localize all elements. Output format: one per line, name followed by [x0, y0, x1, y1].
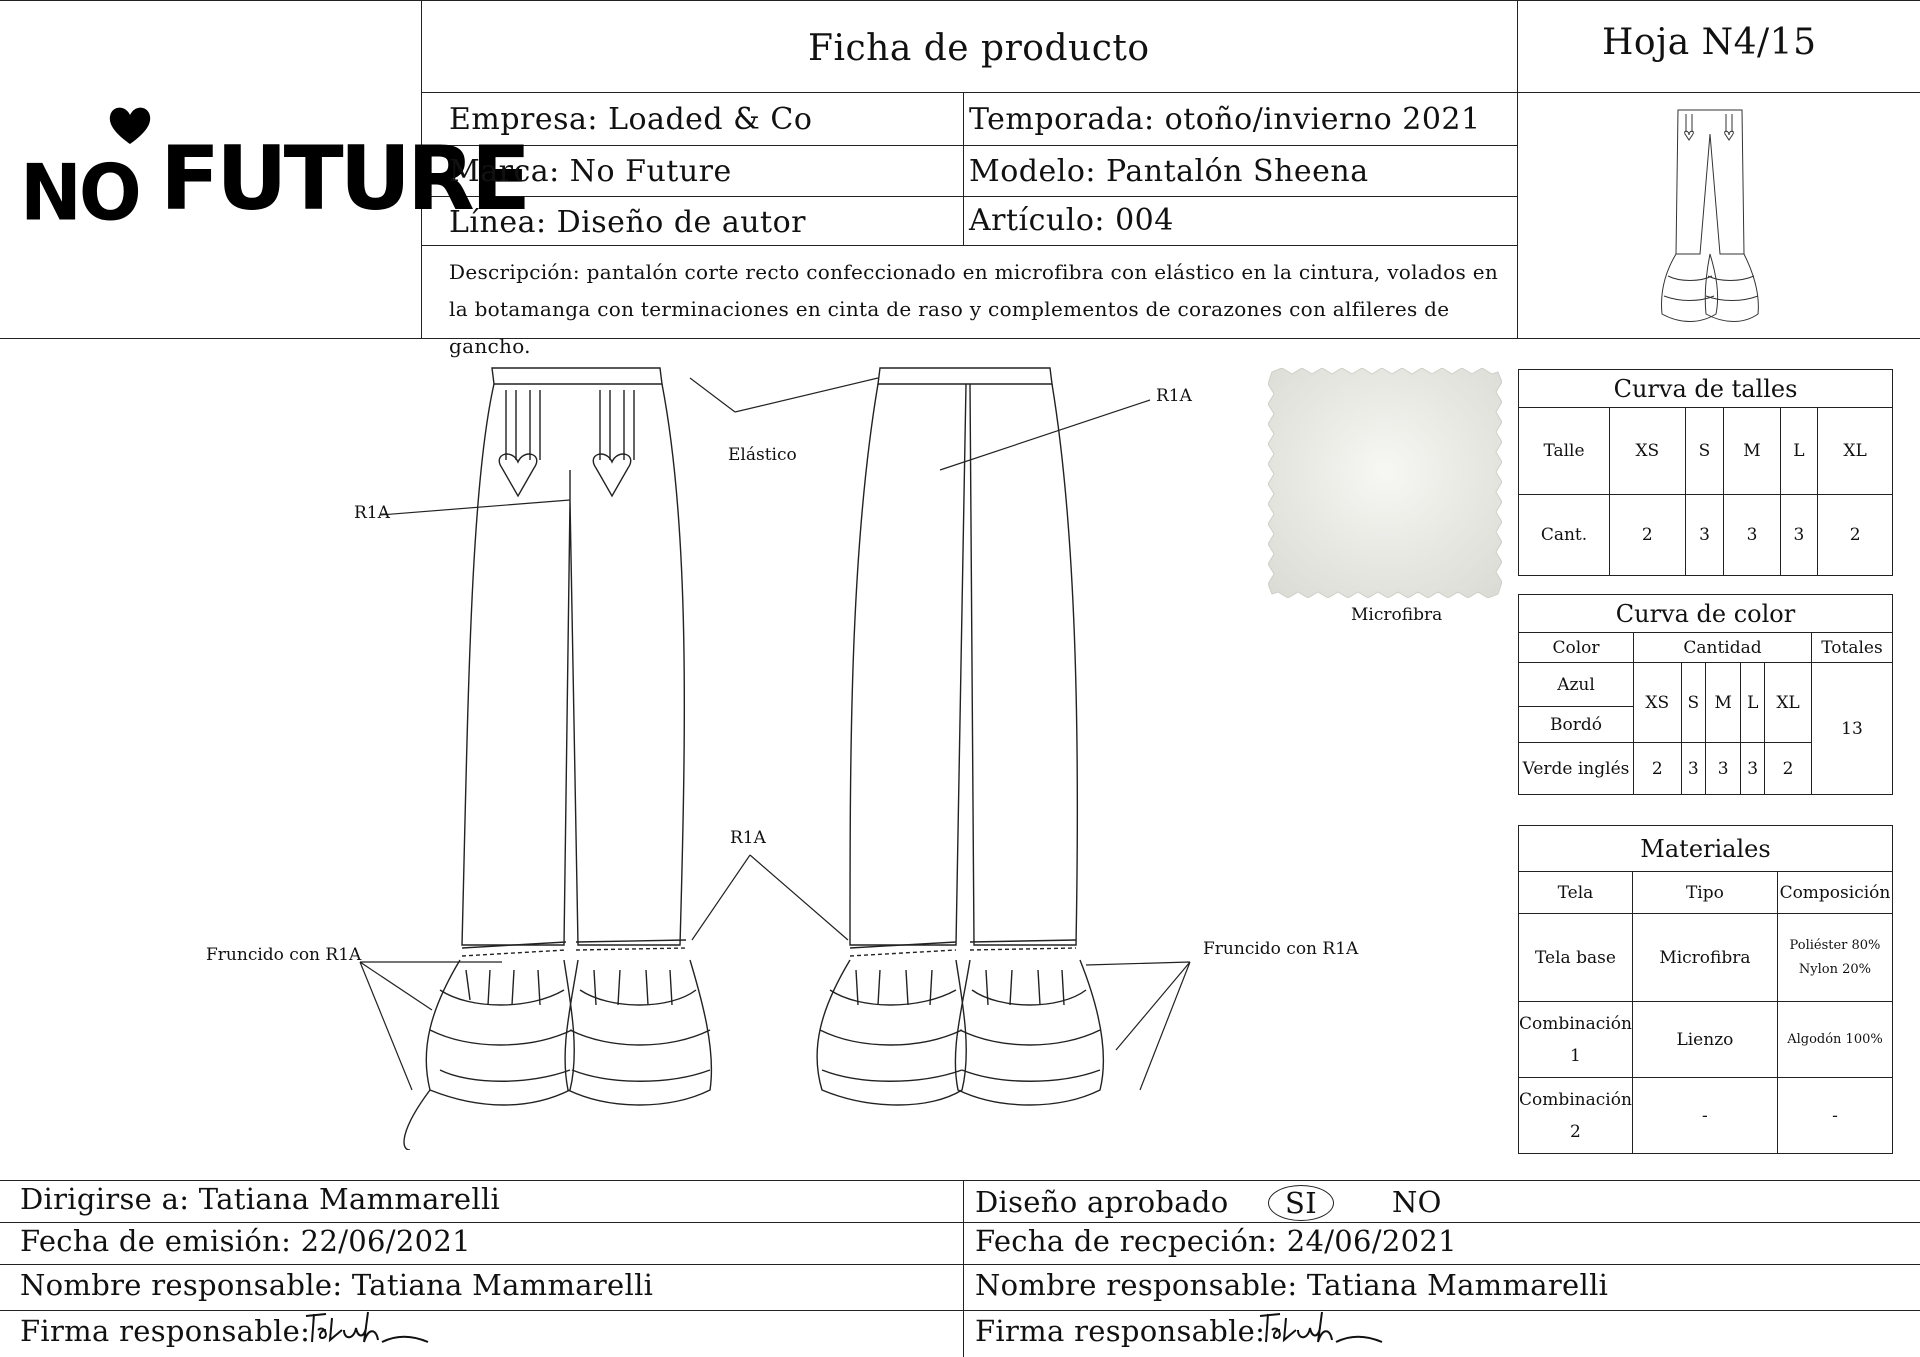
materials-header-tipo: Tipo	[1632, 872, 1777, 914]
material-tipo: -	[1632, 1078, 1777, 1154]
firma-responsable-left: Firma responsable:	[20, 1314, 311, 1348]
label-r1a-right: R1A	[1156, 386, 1192, 406]
description-text: Descripción: pantalón corte recto confeccionado en microfibra con elástico en la cintura, volados en la botamanga con terminaciones en cinta de raso y complementos de corazones con alfileres de gancho.	[449, 260, 1499, 358]
material-composicion: Algodón 100%	[1777, 1002, 1892, 1078]
size-curve-title: Curva de talles	[1519, 370, 1893, 408]
marca-field: Marca: No Future	[449, 154, 732, 189]
material-composicion: -	[1777, 1078, 1892, 1154]
color-qty-cell: 3	[1705, 743, 1740, 795]
front-view	[404, 368, 711, 1150]
color-qty-cell: 3	[1741, 743, 1765, 795]
material-tipo: Microfibra	[1632, 914, 1777, 1002]
color-name: Azul	[1519, 663, 1634, 707]
composition-line: Poliéster 80%	[1789, 937, 1881, 953]
quantity-row-label: Cant.	[1519, 495, 1610, 576]
material-tela-line: Combinación	[1519, 1089, 1632, 1110]
color-size-cell: XS	[1634, 663, 1682, 743]
footer-row-line-1	[0, 1222, 1920, 1223]
color-qty-cell: 2	[1765, 743, 1812, 795]
diseno-aprobado-label: Diseño aprobado	[975, 1185, 1229, 1219]
empresa-field: Empresa: Loaded & Co	[449, 102, 813, 137]
color-size-cell: M	[1705, 663, 1740, 743]
color-size-cell: L	[1741, 663, 1765, 743]
header-top-border	[0, 0, 1920, 1]
dirigirse-field: Dirigirse a: Tatiana Mammarelli	[20, 1182, 501, 1216]
material-tela-line: Combinación	[1519, 1013, 1632, 1034]
material-tela: Tela base	[1519, 914, 1633, 1002]
color-size-cell: XL	[1765, 663, 1812, 743]
quantity-cell: 3	[1780, 495, 1818, 576]
color-size-cell: S	[1681, 663, 1705, 743]
technical-drawing	[150, 350, 1400, 1150]
header-col-divider	[963, 92, 964, 245]
material-tela-line: 2	[1570, 1121, 1581, 1142]
material-tipo: Lienzo	[1632, 1002, 1777, 1078]
quantity-cell: 2	[1818, 495, 1893, 576]
articulo-field: Artículo: 004	[969, 203, 1174, 238]
footer-col-divider	[963, 1180, 964, 1357]
material-tela	[1519, 1078, 1633, 1154]
signature-left	[302, 1308, 432, 1354]
footer-row-line-2	[0, 1264, 1920, 1265]
footer-top-border	[0, 1180, 1920, 1181]
quantity-cell: 2	[1610, 495, 1686, 576]
label-fruncido-right: Fruncido con R1A	[1203, 939, 1359, 959]
label-microfibra: Microfibra	[1351, 605, 1443, 625]
size-cell: M	[1724, 408, 1780, 495]
logo-future-text: FUTURE	[160, 127, 527, 230]
modelo-field: Modelo: Pantalón Sheena	[969, 154, 1369, 189]
heart-icon	[107, 104, 153, 146]
material-tela-line: 1	[1570, 1045, 1581, 1066]
quantity-cell: 3	[1724, 495, 1780, 576]
composition-line: Nylon 20%	[1798, 961, 1872, 977]
color-curve-title: Curva de color	[1519, 595, 1893, 633]
header-divider-sheet	[1517, 0, 1518, 338]
size-cell: XS	[1610, 408, 1686, 495]
color-total: 13	[1812, 663, 1893, 795]
nombre-responsable-right: Nombre responsable: Tatiana Mammarelli	[975, 1268, 1609, 1302]
back-view	[817, 368, 1103, 1105]
cantidad-header: Cantidad	[1634, 633, 1812, 663]
materials-header-composicion: Composición	[1777, 872, 1892, 914]
color-name: Verde inglés	[1519, 743, 1634, 795]
size-row-label: Talle	[1519, 408, 1610, 495]
linea-field: Línea: Diseño de autor	[449, 205, 806, 240]
header-row-line-1	[421, 92, 1920, 93]
color-curve-table	[1518, 594, 1893, 795]
temporada-field: Temporada: otoño/invierno 2021	[969, 102, 1481, 137]
footer-row-line-3	[0, 1310, 1920, 1311]
material-composicion	[1777, 914, 1892, 1002]
material-tela	[1519, 1002, 1633, 1078]
totales-header: Totales	[1812, 633, 1893, 663]
label-r1a-center: R1A	[730, 828, 766, 848]
page-title: Ficha de producto	[808, 28, 1150, 69]
header-row-line-4	[421, 245, 1517, 246]
size-cell: XL	[1818, 408, 1893, 495]
color-qty-cell: 2	[1634, 743, 1682, 795]
signature-right	[1256, 1308, 1386, 1354]
fabric-swatch	[1268, 368, 1502, 598]
color-name: Bordó	[1519, 707, 1634, 743]
color-qty-cell: 3	[1681, 743, 1705, 795]
label-r1a-left: R1A	[354, 503, 390, 523]
approved-no-option[interactable]: NO	[1392, 1185, 1442, 1219]
logo-no-text: NO	[20, 147, 139, 239]
materials-header-tela: Tela	[1519, 872, 1633, 914]
label-elastico: Elástico	[728, 445, 797, 465]
header-row-line-2	[421, 145, 1517, 146]
pants-thumbnail	[1650, 104, 1770, 329]
approved-si-option[interactable]: SI	[1268, 1185, 1334, 1221]
sheet-number: Hoja N4/15	[1602, 22, 1817, 63]
color-header: Color	[1519, 633, 1634, 663]
label-fruncido-left: Fruncido con R1A	[206, 945, 362, 965]
nombre-responsable-left: Nombre responsable: Tatiana Mammarelli	[20, 1268, 654, 1302]
size-cell: S	[1685, 408, 1724, 495]
firma-responsable-right: Firma responsable:	[975, 1314, 1266, 1348]
size-curve-table	[1518, 369, 1893, 576]
fecha-recepcion-field: Fecha de recpeción: 24/06/2021	[975, 1224, 1457, 1258]
quantity-cell: 3	[1685, 495, 1724, 576]
fecha-emision-field: Fecha de emisión: 22/06/2021	[20, 1224, 471, 1258]
materials-table	[1518, 825, 1893, 1154]
materials-title: Materiales	[1519, 826, 1893, 872]
size-cell: L	[1780, 408, 1818, 495]
leader-lines	[360, 378, 1190, 1090]
header-row-line-3	[421, 196, 1517, 197]
